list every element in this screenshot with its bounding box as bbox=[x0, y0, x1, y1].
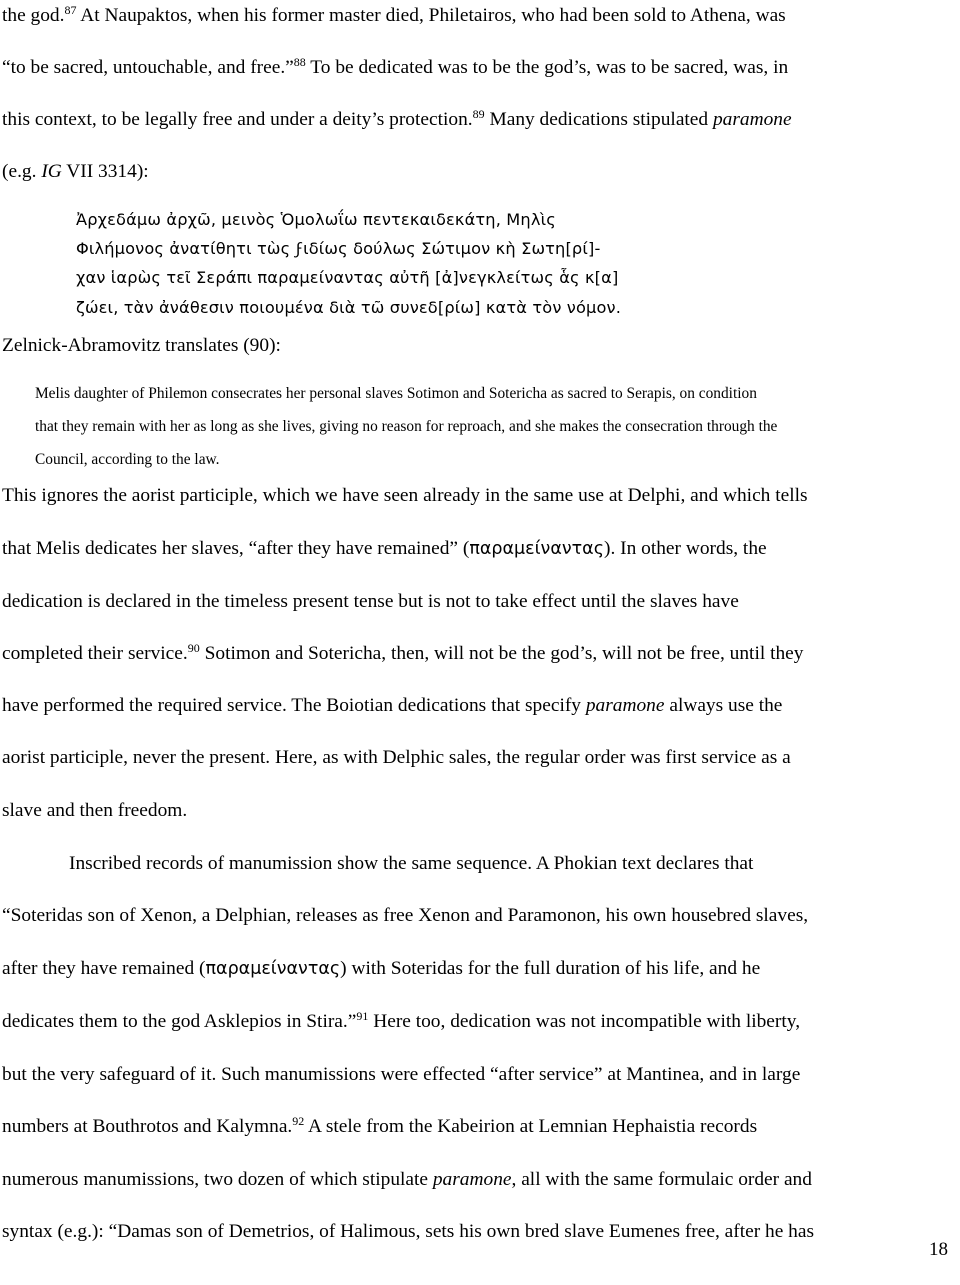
text-line: slave and then freedom. bbox=[2, 800, 188, 821]
inscription-line: χαν ἱαρὼς τεῖ Σεράπι παραμείναντας αὐτῆ [ἀ]νεγκλείτως ἇς κ[α] bbox=[76, 268, 619, 287]
quote-line: Council, according to the law. bbox=[35, 451, 220, 468]
text-line: this context, to be legally free and under a deity’s protection.$^{89}$ Many dedications stipulated paramone bbox=[2, 107, 792, 130]
quote-line: that they remain with her as long as she lives, giving no reason for reproach, and she makes the consecration through the bbox=[35, 418, 778, 435]
text-line: syntax (e.g.): “Damas son of Demetrios, of Halimous, sets his own bred slave Eumenes free, after he has bbox=[2, 1221, 815, 1242]
text-line: completed their service.$^{90}$ Sotimon and Sotericha, then, will not be the god’s, will not be free, until they bbox=[2, 641, 804, 664]
greek-word: παραμείναντας bbox=[469, 539, 604, 559]
text-line: numerous manumissions, two dozen of which stipulate paramone, all with the same formulaic order and bbox=[2, 1169, 812, 1190]
greek-word: παραμείναντας bbox=[205, 959, 341, 979]
text-line: “Soteridas son of Xenon, a Delphian, releases as free Xenon and Paramonon, his own housebred slaves, bbox=[2, 905, 809, 926]
footnote-ref: 92 bbox=[292, 1114, 305, 1128]
page-number: 18 bbox=[929, 1239, 948, 1260]
text-line: numbers at Bouthrotos and Kalymna.$^{92}$ A stele from the Kabeirion at Lemnian Hephaistia records bbox=[2, 1114, 758, 1137]
text-line: have performed the required service. The Boiotian dedications that specify paramone always use the bbox=[2, 695, 783, 716]
inscription-line: Ἀρχεδάμω ἀρχῶ, μεινὸς Ὁμολωΐω πεντεκαιδεκάτη, Μηλὶς bbox=[76, 210, 556, 229]
footnote-ref: 88 bbox=[293, 55, 306, 69]
text-line: dedication is declared in the timeless present tense but is not to take effect until the slaves have bbox=[2, 591, 739, 612]
text-line: the god.$^{87}$ At Naupaktos, when his former master died, Philetairos, who had been sold to Athena, was bbox=[2, 3, 786, 26]
text-line: Zelnick-Abramovitz translates (90): bbox=[2, 335, 281, 356]
footnote-ref: 90 bbox=[187, 641, 200, 655]
text-line: This ignores the aorist participle, which we have seen already in the same use at Delphi, and which tells bbox=[2, 485, 808, 506]
text-line: dedicates them to the god Asklepios in Stira.”$^{91}$ Here too, dedication was not incompatible with liberty, bbox=[2, 1009, 801, 1032]
text-line: (e.g. IG VII 3314): bbox=[2, 161, 149, 182]
text-line: Inscribed records of manumission show the same sequence. A Phokian text declares that bbox=[69, 853, 754, 874]
footnote-ref: 87 bbox=[64, 3, 77, 17]
quote-line: Melis daughter of Philemon consecrates her personal slaves Sotimon and Sotericha as sacred to Serapis, on condition bbox=[35, 385, 757, 402]
text-line: after they have remained (παραμείναντας) with Soteridas for the full duration of his life, and he bbox=[2, 958, 761, 979]
text-line: aorist participle, never the present. Here, as with Delphic sales, the regular order was first service as a bbox=[2, 747, 791, 768]
footnote-ref: 89 bbox=[472, 107, 485, 121]
text-line: that Melis dedicates her slaves, “after they have remained” (παραμείναντας). In other words, the bbox=[2, 538, 767, 559]
text-line: “to be sacred, untouchable, and free.”$^{88}$ To be dedicated was to be the god’s, was to be sacred, was, in bbox=[2, 55, 789, 78]
text-line: but the very safeguard of it. Such manumissions were effected “after service” at Mantinea, and in large bbox=[2, 1064, 801, 1085]
footnote-ref: 91 bbox=[356, 1009, 369, 1023]
inscription-line: ζώει, τὰν ἀνάθεσιν ποιουμένα διὰ τῶ συνεδ[ρίω] κατὰ τὸν νόμον. bbox=[76, 298, 622, 317]
inscription-line: Φιλήμονος ἀνατίθητι τὼς ϝιδίως δούλως Σώτιμον κὴ Σωτη[ρί]- bbox=[76, 239, 601, 258]
